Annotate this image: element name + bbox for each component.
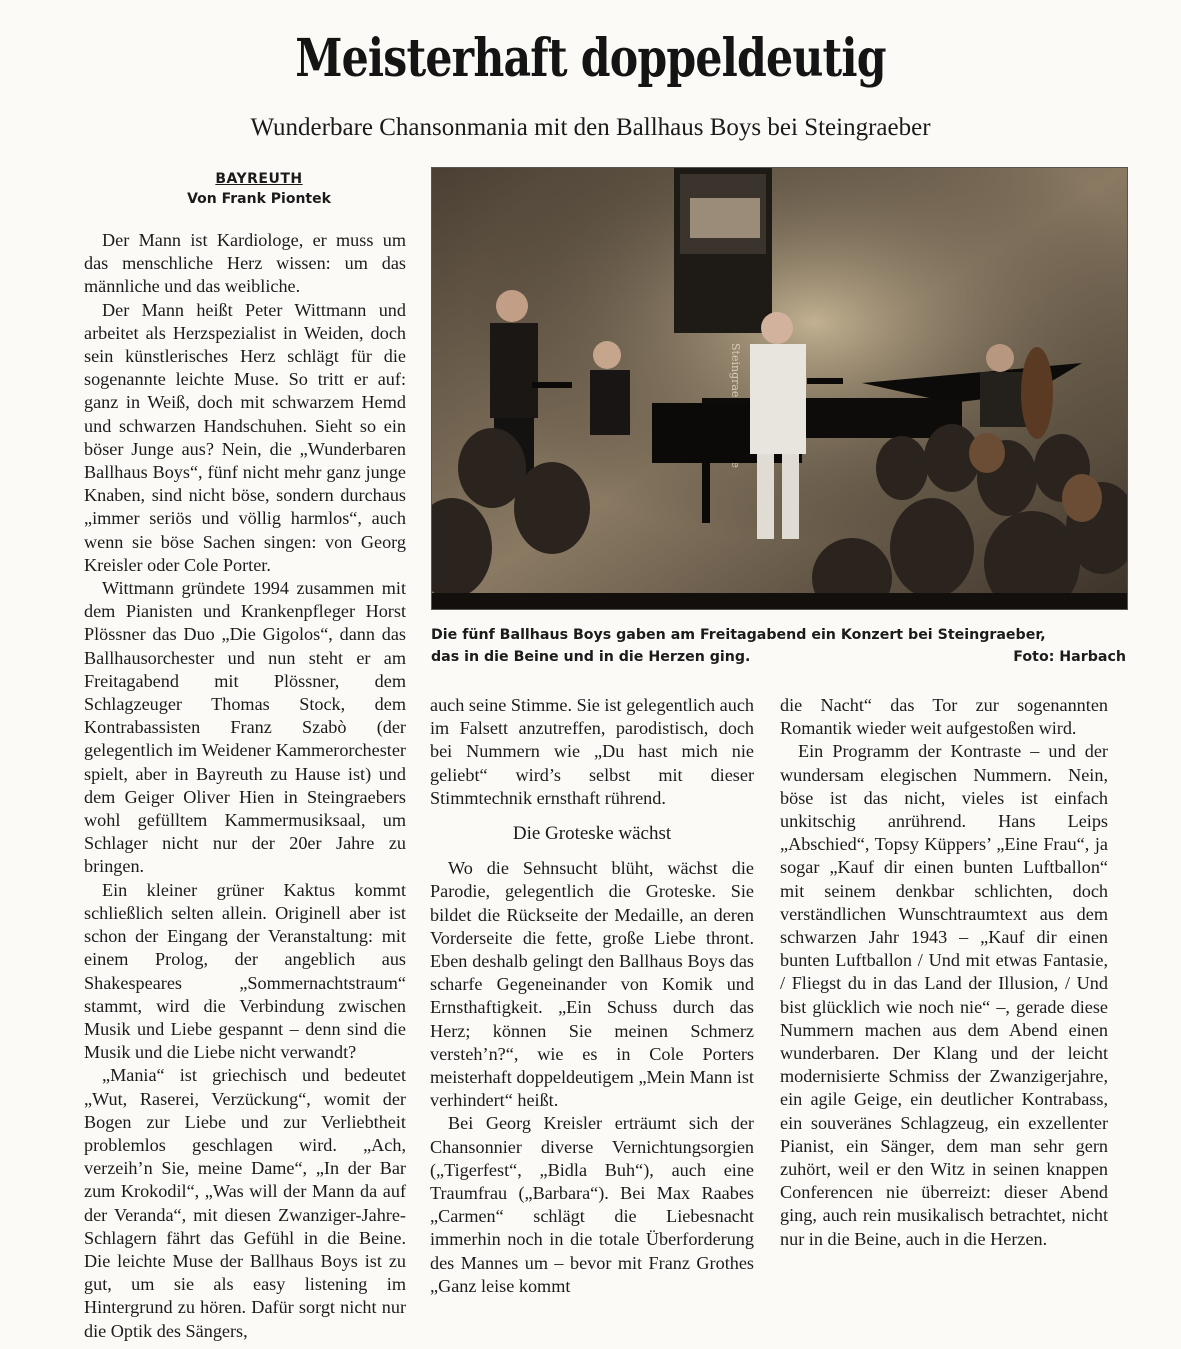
article-column-2 xyxy=(430,694,754,1298)
paragraph: Der Mann heißt Peter Wittmann und arbeitet als Herzspezialist in Weiden, doch sein künstlerisches Herz schlägt für die sogenannte leichte Muse. So tritt er auf: ganz in Weiß, doch mit schwarzem Hemd und schwarzen Handschuhen. Sieht so ein böser Junge aus? Nein, die „Wunderbaren Ballhaus Boys“, fünf nicht mehr ganz junge Knaben, sind nicht böse, sondern durchaus „immer seriös und völlig harmlos“, auch wenn sie böse Sachen singen: von Georg Kreisler oder Cole Porter. xyxy=(84,299,406,575)
caption-line-2: das in die Beine und in die Herzen ging. xyxy=(431,649,751,665)
paragraph-continued: die Nacht“ das Tor zur sogenannten Romantik wieder weit aufgestoßen wird. xyxy=(780,695,1108,739)
paragraph-continued: auch seine Stimme. Sie ist gelegentlich auch im Falsett anzutreffen, parodistisch, doch bei Nummern wie „Du hast mich nie geliebt“ wird’s selbst mit dieser Stimmtechnik ernsthaft rührend. xyxy=(430,695,754,808)
paragraph: „Mania“ ist griechisch und bedeutet „Wut, Raserei, Verzückung“, womit der Bogen zur Liebe und zur Verliebtheit problemlos geschlagen wird. „Ach, verzeih’n Sie, meine Dame“, „In der Bar zum Krokodil“, „Was will der Mann da auf der Veranda“, mit diesen Zwanziger-Jahre-Schlagern fährt das Gefühl in die Beine. Die leichte Muse der Ballhaus Boys ist zu gut, um sie als easy listening im Hintergrund zu hören. Dafür sorgt nicht nur die Optik des Sängers, xyxy=(84,1065,406,1341)
byline: Von Frank Piontek xyxy=(187,191,331,207)
article-headline: Meisterhaft doppeldeutig xyxy=(295,28,886,89)
photo-credit: Foto: Harbach xyxy=(1013,649,1126,665)
caption-line-1: Die fünf Ballhaus Boys gaben am Freitagabend ein Konzert bei Steingraeber, xyxy=(431,627,1046,643)
paragraph: Ein kleiner grüner Kaktus kommt schließlich selten allein. Originell aber ist schon der Eingang der Veranstaltung: mit einem Prolog, der angeblich aus Shakespeares „Sommernachtstraum“ stammt, wird die Verbindung zwischen Musik und Liebe gespannt – denn sind die Musik und die Liebe nicht verwandt? xyxy=(84,879,406,1063)
caption-row-2 xyxy=(431,646,1126,668)
paragraph: Bei Georg Kreisler erträumt sich der Chansonnier diverse Vernichtungsorgien („Tigerfest“, „Bidla Buh“), auch eine Traumfrau („Barbara“). Bei Max Raabes „Carmen“ schlägt die Liebesnacht immerhin noch in die totale Überforderung des Mannes um – bevor mit Franz Grothes „Ganz leise kommt xyxy=(430,1113,754,1296)
paragraph: Wo die Sehnsucht blüht, wächst die Parodie, gelegentlich die Groteske. Sie bildet die Rückseite der Medaille, an deren Vorderseite die fette, große Liebe thront. Eben deshalb gelingt den Ballhaus Boys das scharfe Gegeneinander von Komik und Ernsthaftigkeit. „Ein Schuss durch das Herz; können Sie meinen Schmerz versteh’n?“, wie es in Cole Porters meisterhaft doppeldeutigem „Mein Mann ist verhindert“ heißt. xyxy=(430,858,754,1111)
photo-caption xyxy=(431,624,1126,668)
paragraph: Wittmann gründete 1994 zusammen mit dem Pianisten und Krankenpfleger Horst Plössner das Duo „Die Gigolos“, dann das Ballhausorchester und nun steht er am Freitagabend mit Plössner, dem Schlagzeuger Thomas Stock, dem Kontrabassisten Franz Szabò (der gelegentlich im Weidener Kammerorchester spielt, aber in Bayreuth zu Hause ist) und dem Geiger Oliver Hien in Steingraebers wohl gefülltem Kammermusiksaal, um Schlager nicht nur der 20er Jahre zu bringen. xyxy=(84,578,406,877)
article-subheadline: Wunderbare Chansonmania mit den Ballhaus Boys bei Steingraeber xyxy=(250,114,931,141)
paragraph: Der Mann ist Kardiologe, er muss um das menschliche Herz wissen: um das männliche und das weibliche. xyxy=(84,230,406,297)
concert-photo-image xyxy=(432,168,1127,609)
article-column-1 xyxy=(84,229,406,1343)
concert-photo xyxy=(431,167,1128,610)
dateline-block xyxy=(84,169,434,209)
paragraph: Ein Programm der Kontraste – und der wundersam elegischen Nummern. Nein, böse ist das nicht, vieles ist einfach unkitschig anrührend. Hans Leips „Abschied“, Topsy Küppers’ „Eine Frau“, ja sogar „Kauf dir einen bunten Luftballon“ mit seinem denkbar schlichten, doch verständlichen Wunschtraumtext aus dem schwarzen Jahr 1943 – „Kauf dir einen bunten Luftballon / Und mit etwas Fantasie, / Fliegst du in das Land der Illusion, / Und bist glücklich wie noch nie“ –, gerade diese Nummern machen aus dem Abend einen wunderbaren. Der Klang und der leicht modernisierte Schmiss der Zwanzigerjahre, ein agile Geige, ein deutlicher Kontrabass, ein souveränes Schlagzeug, ein exzellenter Pianist, ein Sänger, dem man sehr gern zuhört, weil er den Witz in seinen knappen Conferencen nie überreizt: dieser Abend ging, auch rein musikalisch betrachtet, nicht nur in die Beine, auch in die Herzen. xyxy=(780,741,1108,1249)
dateline-city: BAYREUTH xyxy=(215,171,303,187)
article-column-3 xyxy=(780,694,1108,1251)
section-subhead: Die Groteske wächst xyxy=(512,823,672,845)
